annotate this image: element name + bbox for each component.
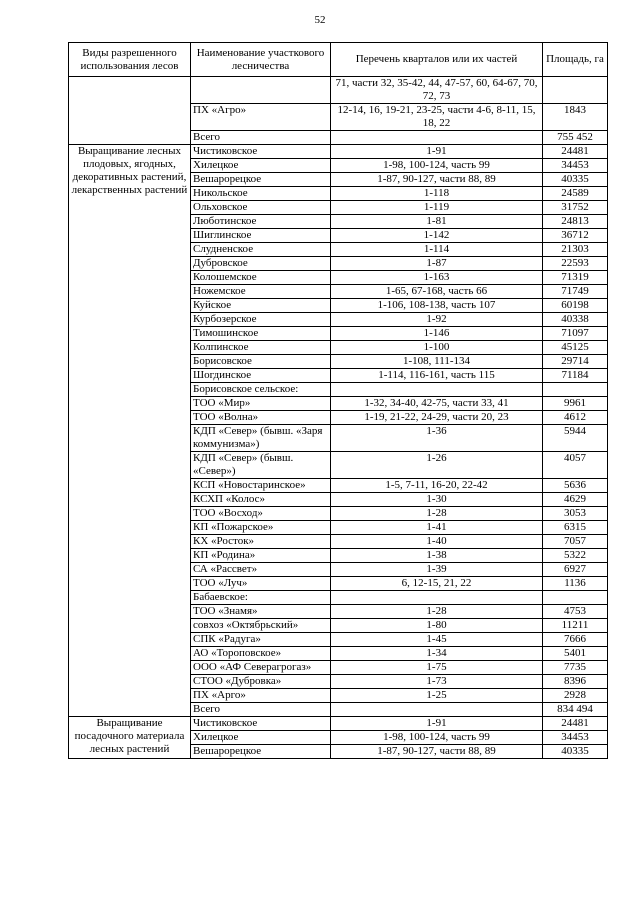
area-cell: 71097 bbox=[543, 327, 608, 341]
forestry-name-cell: ТОО «Волна» bbox=[191, 411, 331, 425]
quarters-cell: 1-114, 116-161, часть 115 bbox=[331, 369, 543, 383]
area-cell: 6315 bbox=[543, 521, 608, 535]
total-quarters-cell bbox=[331, 703, 543, 717]
forestry-name-cell: Колошемское bbox=[191, 271, 331, 285]
quarters-cell: 1-28 bbox=[331, 605, 543, 619]
area-cell: 7057 bbox=[543, 535, 608, 549]
area-cell: 11211 bbox=[543, 619, 608, 633]
area-cell: 31752 bbox=[543, 201, 608, 215]
area-cell: 4753 bbox=[543, 605, 608, 619]
area-cell: 34453 bbox=[543, 731, 608, 745]
forestry-name-cell: КСП «Новостаринское» bbox=[191, 479, 331, 493]
quarters-cell: 1-98, 100-124, часть 99 bbox=[331, 159, 543, 173]
forestry-name-cell: КХ «Росток» bbox=[191, 535, 331, 549]
quarters-cell: 1-45 bbox=[331, 633, 543, 647]
forestry-name-cell: СА «Рассвет» bbox=[191, 563, 331, 577]
quarters-cell: 1-19, 21-22, 24-29, части 20, 23 bbox=[331, 411, 543, 425]
forestry-name-cell: КДП «Север» (бывш. «Север») bbox=[191, 452, 331, 479]
forestry-name-cell: Вешарорецкое bbox=[191, 745, 331, 759]
quarters-cell: 1-36 bbox=[331, 425, 543, 452]
forestry-name-cell: КП «Пожарское» bbox=[191, 521, 331, 535]
forestry-name-cell: Вешарорецкое bbox=[191, 173, 331, 187]
header-forestry-name: Наименование участкового лесничества bbox=[191, 43, 331, 77]
quarters-cell: 1-73 bbox=[331, 675, 543, 689]
total-area: 834 494 bbox=[543, 703, 608, 717]
area-cell: 5401 bbox=[543, 647, 608, 661]
area-cell: 36712 bbox=[543, 229, 608, 243]
quarters-cell: 12-14, 16, 19-21, 23-25, части 4-6, 8-11, 15, 18, 22 bbox=[331, 104, 543, 131]
area-cell: 24813 bbox=[543, 215, 608, 229]
forestry-name-cell: Хилецкое bbox=[191, 159, 331, 173]
header-use-type: Виды разрешенного использования лесов bbox=[69, 43, 191, 77]
forestry-name-cell: КДП «Север» (бывш. «Заря коммунизма») bbox=[191, 425, 331, 452]
quarters-cell: 1-91 bbox=[331, 145, 543, 159]
quarters-cell: 1-41 bbox=[331, 521, 543, 535]
area-cell: 5322 bbox=[543, 549, 608, 563]
area-cell: 1136 bbox=[543, 577, 608, 591]
table-header-row bbox=[69, 43, 608, 77]
page-number: 52 bbox=[314, 14, 326, 26]
header-quarters: Перечень кварталов или их частей bbox=[331, 43, 543, 77]
area-cell: 7735 bbox=[543, 661, 608, 675]
table-row bbox=[69, 717, 608, 731]
quarters-cell: 1-108, 111-134 bbox=[331, 355, 543, 369]
forestry-name-cell: Никольское bbox=[191, 187, 331, 201]
quarters-cell: 1-75 bbox=[331, 661, 543, 675]
quarters-cell: 1-100 bbox=[331, 341, 543, 355]
quarters-cell: 1-30 bbox=[331, 493, 543, 507]
area-cell: 24589 bbox=[543, 187, 608, 201]
forestry-name-cell: КП «Родина» bbox=[191, 549, 331, 563]
forestry-name-cell: Хилецкое bbox=[191, 731, 331, 745]
area-cell: 71749 bbox=[543, 285, 608, 299]
area-cell: 24481 bbox=[543, 717, 608, 731]
forestry-name-cell: ТОО «Восход» bbox=[191, 507, 331, 521]
area-cell: 6927 bbox=[543, 563, 608, 577]
quarters-cell: 1-118 bbox=[331, 187, 543, 201]
forestry-name-cell: Ольховское bbox=[191, 201, 331, 215]
quarters-cell: 1-87 bbox=[331, 257, 543, 271]
forestry-name-cell: Тимошинское bbox=[191, 327, 331, 341]
area-cell: 29714 bbox=[543, 355, 608, 369]
quarters-cell: 1-119 bbox=[331, 201, 543, 215]
quarters-cell: 1-106, 108-138, часть 107 bbox=[331, 299, 543, 313]
forestry-name-cell: ТОО «Мир» bbox=[191, 397, 331, 411]
area-cell: 40338 bbox=[543, 313, 608, 327]
forestry-name-cell: АО «Тороповское» bbox=[191, 647, 331, 661]
quarters-cell: 1-87, 90-127, части 88, 89 bbox=[331, 173, 543, 187]
quarters-cell: 6, 12-15, 21, 22 bbox=[331, 577, 543, 591]
area-cell: 21303 bbox=[543, 243, 608, 257]
forestry-name-cell: ООО «АФ Северагрогаз» bbox=[191, 661, 331, 675]
quarters-cell: 1-146 bbox=[331, 327, 543, 341]
use-type-cell: Выращивание лесных плодовых, ягодных, декоративных растений, лекарственных растений bbox=[69, 145, 191, 717]
forestry-name-cell: Борисовское сельское: bbox=[191, 383, 331, 397]
quarters-cell: 1-91 bbox=[331, 717, 543, 731]
forestry-name-cell: СПК «Радуга» bbox=[191, 633, 331, 647]
area-cell: 4612 bbox=[543, 411, 608, 425]
quarters-cell: 1-98, 100-124, часть 99 bbox=[331, 731, 543, 745]
quarters-cell bbox=[331, 383, 543, 397]
area-cell: 4057 bbox=[543, 452, 608, 479]
forestry-name-cell: ПХ «Агро» bbox=[191, 104, 331, 131]
area-cell: 2928 bbox=[543, 689, 608, 703]
area-cell bbox=[543, 383, 608, 397]
forestry-name-cell: ТОО «Знамя» bbox=[191, 605, 331, 619]
area-cell: 5944 bbox=[543, 425, 608, 452]
forestry-name-cell: ПХ «Арго» bbox=[191, 689, 331, 703]
forestry-name-cell: Куйское bbox=[191, 299, 331, 313]
header-area: Площадь, га bbox=[543, 43, 608, 77]
area-cell: 7666 bbox=[543, 633, 608, 647]
forestry-name-cell: Шиглинское bbox=[191, 229, 331, 243]
total-area: 755 452 bbox=[543, 131, 608, 145]
table-body bbox=[69, 77, 608, 759]
forestry-name-cell: СТОО «Дубровка» bbox=[191, 675, 331, 689]
forestry-name-cell: Борисовское bbox=[191, 355, 331, 369]
area-cell: 34453 bbox=[543, 159, 608, 173]
area-cell bbox=[543, 591, 608, 605]
quarters-cell: 1-40 bbox=[331, 535, 543, 549]
quarters-cell: 1-34 bbox=[331, 647, 543, 661]
forestry-name-cell: совхоз «Октябрьский» bbox=[191, 619, 331, 633]
area-cell: 45125 bbox=[543, 341, 608, 355]
quarters-cell: 1-26 bbox=[331, 452, 543, 479]
quarters-cell: 1-114 bbox=[331, 243, 543, 257]
area-cell: 71319 bbox=[543, 271, 608, 285]
quarters-cell: 1-38 bbox=[331, 549, 543, 563]
area-cell: 8396 bbox=[543, 675, 608, 689]
area-cell: 60198 bbox=[543, 299, 608, 313]
forestry-name-cell: КСХП «Колос» bbox=[191, 493, 331, 507]
use-type-cell bbox=[69, 77, 191, 145]
forestry-name-cell: ТОО «Луч» bbox=[191, 577, 331, 591]
area-cell: 4629 bbox=[543, 493, 608, 507]
quarters-cell: 1-142 bbox=[331, 229, 543, 243]
quarters-cell: 1-25 bbox=[331, 689, 543, 703]
total-label: Всего bbox=[191, 703, 331, 717]
area-cell: 22593 bbox=[543, 257, 608, 271]
area-cell: 40335 bbox=[543, 745, 608, 759]
forestry-name-cell: Курбозерское bbox=[191, 313, 331, 327]
quarters-cell: 1-80 bbox=[331, 619, 543, 633]
forest-use-table bbox=[68, 42, 608, 759]
area-cell: 1843 bbox=[543, 104, 608, 131]
table-row bbox=[69, 77, 608, 104]
area-cell: 40335 bbox=[543, 173, 608, 187]
forestry-name-cell: Колпинское bbox=[191, 341, 331, 355]
quarters-cell: 1-28 bbox=[331, 507, 543, 521]
area-cell bbox=[543, 77, 608, 104]
use-type-cell: Выращивание посадочного материала лесных растений bbox=[69, 717, 191, 759]
area-cell: 71184 bbox=[543, 369, 608, 383]
forestry-name-cell: Шогдинское bbox=[191, 369, 331, 383]
forestry-name-cell: Чистиковское bbox=[191, 145, 331, 159]
forestry-name-cell: Бабаевское: bbox=[191, 591, 331, 605]
forestry-name-cell: Дубровское bbox=[191, 257, 331, 271]
quarters-cell: 1-65, 67-168, часть 66 bbox=[331, 285, 543, 299]
area-cell: 24481 bbox=[543, 145, 608, 159]
quarters-cell: 1-5, 7-11, 16-20, 22-42 bbox=[331, 479, 543, 493]
area-cell: 9961 bbox=[543, 397, 608, 411]
area-cell: 5636 bbox=[543, 479, 608, 493]
total-label: Всего bbox=[191, 131, 331, 145]
table-row bbox=[69, 145, 608, 159]
forestry-name-cell: Чистиковское bbox=[191, 717, 331, 731]
quarters-cell: 1-81 bbox=[331, 215, 543, 229]
quarters-cell: 1-32, 34-40, 42-75, части 33, 41 bbox=[331, 397, 543, 411]
area-cell: 3053 bbox=[543, 507, 608, 521]
quarters-cell: 1-92 bbox=[331, 313, 543, 327]
forestry-name-cell: Люботинское bbox=[191, 215, 331, 229]
quarters-cell: 1-163 bbox=[331, 271, 543, 285]
forestry-name-cell: Ножемское bbox=[191, 285, 331, 299]
quarters-cell: 1-39 bbox=[331, 563, 543, 577]
forestry-name-cell bbox=[191, 77, 331, 104]
quarters-cell: 71, части 32, 35-42, 44, 47-57, 60, 64-67, 70, 72, 73 bbox=[331, 77, 543, 104]
forestry-name-cell: Слудненское bbox=[191, 243, 331, 257]
quarters-cell: 1-87, 90-127, части 88, 89 bbox=[331, 745, 543, 759]
total-quarters-cell bbox=[331, 131, 543, 145]
quarters-cell bbox=[331, 591, 543, 605]
